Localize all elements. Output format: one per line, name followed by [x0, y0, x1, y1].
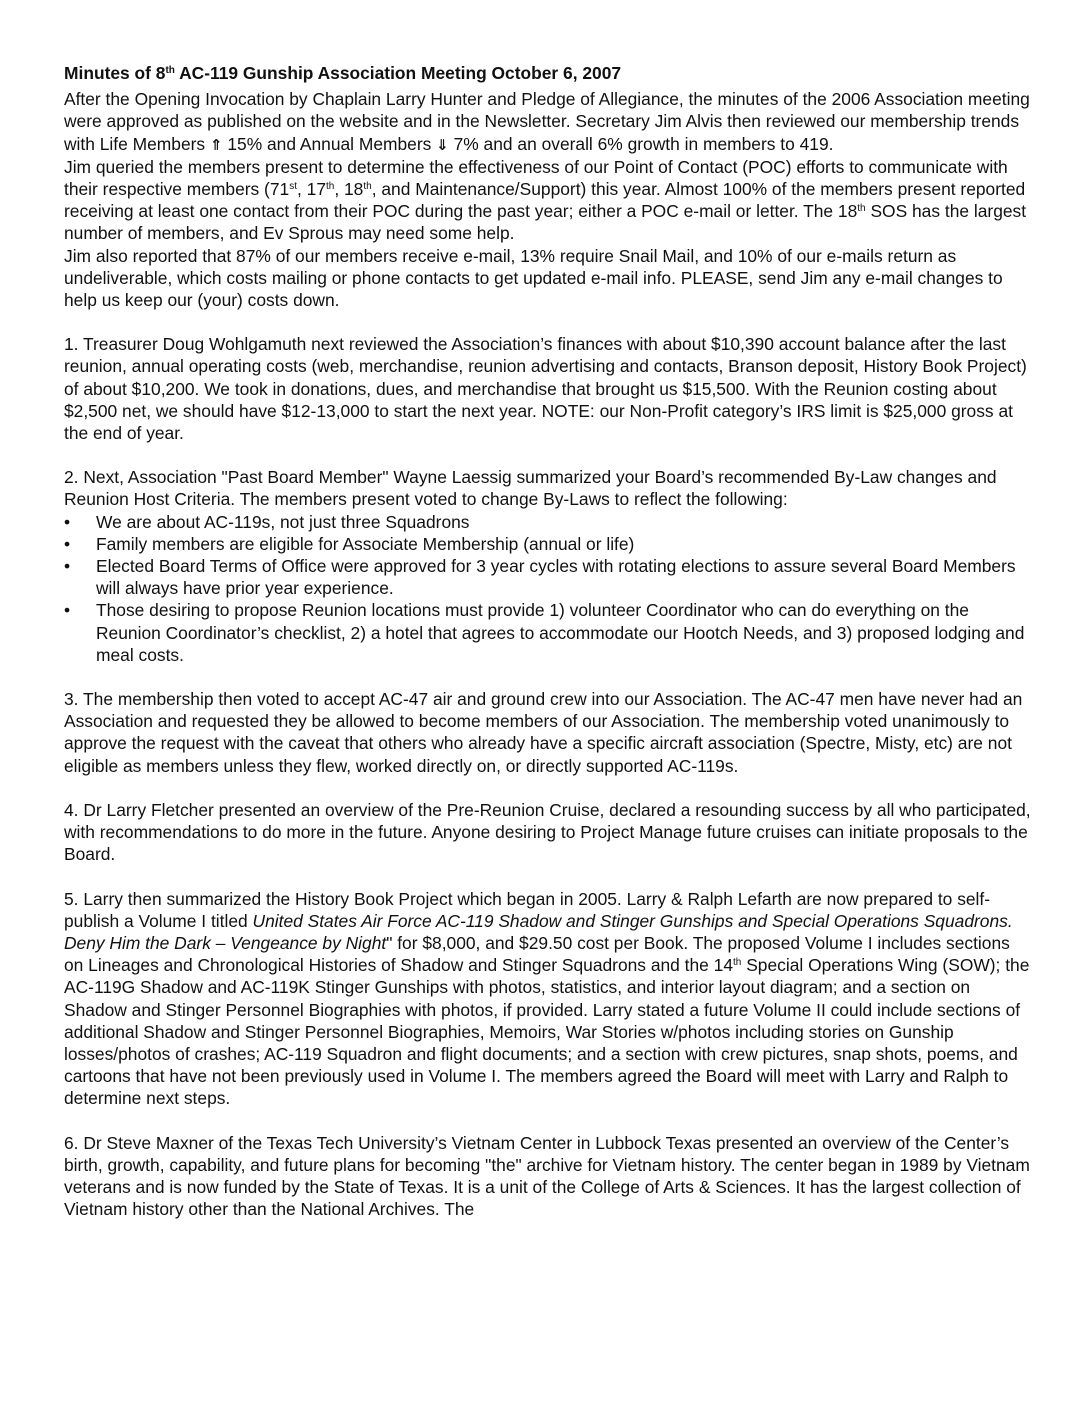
poc-sup-3: th	[363, 181, 372, 193]
item5-text-2: " for $8,000, and $29.50 cost per Book. The proposed Volume I includes sections on Lineages and Chronological Histories of Shadow and Stinger Squadrons and the 14	[64, 932, 1010, 976]
document-title	[64, 62, 1032, 84]
bylaw-list	[64, 511, 1032, 666]
item-1-treasurer: 1. Treasurer Doug Wohlgamuth next reviewed the Association’s finances with about $10,390 account balance after the last reunion, annual operating costs (web, merchandise, reunion advertising and contacts, Branson deposit, History Book Project) of about $10,200. We took in donations, dues, and merchandise that brought us $15,500. With the Reunion costing about $2,500 net, we should have $12-13,000 to start the next year. NOTE: our Non-Profit category’s IRS limit is $25,000 gross at the end of year.	[64, 334, 1027, 444]
poc-sup-2: th	[326, 181, 335, 193]
spacer	[64, 444, 1032, 466]
poc-text-5: SOS has the largest number of members, and Ev Sprous may need some help.	[64, 201, 1027, 244]
intro-text-3: 7% and an overall 6% growth in members to 419.	[448, 133, 834, 154]
spacer	[64, 311, 1032, 333]
intro-paragraph	[64, 88, 1032, 156]
document-page	[64, 62, 1032, 1220]
poc-text-1: Jim queried the members present to determine the effectiveness of our Point of Contact (POC) efforts to communicate with their respective members (71	[64, 156, 1008, 200]
up-arrow-icon: ⇑	[209, 135, 223, 154]
spacer	[64, 1110, 1032, 1132]
bylaw-bullet: • Family members are eligible for Associate Membership (annual or life)	[64, 533, 1032, 555]
poc-text-4: , and Maintenance/Support) this year. Almost 100% of the members present reported receiving at least one contact from their POC during the past year; either a POC e-mail or letter. The 18	[64, 179, 1026, 222]
item-3-ac47: 3. The membership then voted to accept AC-47 air and ground crew into our Association. The AC-47 men have never had an Association and requested they be allowed to become members of our Association. The membership voted unanimously to approve the request with the caveat that others who already have a specific aircraft association (Spectre, Misty, etc) are not eligible as members unless they flew, worked directly on, or directly supported AC-119s.	[64, 689, 1023, 776]
title-text: Minutes of 8	[64, 63, 166, 83]
intro-text-2: 15% and Annual Members	[222, 133, 437, 154]
item-6-vietnam-center: 6. Dr Steve Maxner of the Texas Tech University’s Vietnam Center in Lubbock Texas presented an overview of the Center’s birth, growth, capability, and future plans for becoming "the" archive for Vietnam history. The center began in 1989 by Vietnam veterans and is now funded by the State of Texas. It is a unit of the College of Arts & Sciences. It has the largest collection of Vietnam history other than the National Archives. The	[64, 1132, 1030, 1220]
poc-paragraph	[64, 156, 1032, 245]
poc-text-3: , 18	[334, 179, 364, 200]
item5-sup: th	[733, 957, 742, 969]
item5-text-1: 5. Larry then summarized the History Book Project which began in 2005. Larry & Ralph Lefarth are now prepared to self-publish a Volume I titled	[64, 888, 991, 931]
down-arrow-icon: ⇓	[436, 135, 449, 154]
item-4-cruise: 4. Dr Larry Fletcher presented an overview of the Pre-Reunion Cruise, declared a resounding success by all who participated, with recommendations to do more in the future. Anyone desiring to Project Manage future cruises can initiate proposals to the Board.	[64, 799, 1031, 865]
spacer	[64, 666, 1032, 688]
bylaw-bullet: • Those desiring to propose Reunion locations must provide 1) volunteer Coordinator who can do everything on the Reunion Coordinator’s checklist, 2) a hotel that agrees to accommodate our Hootch Needs, and 3) proposed lodging and meal costs.	[64, 599, 1032, 666]
bylaw-bullet: • We are about AC-119s, not just three Squadrons	[64, 511, 1032, 533]
email-paragraph: Jim also reported that 87% of our members receive e-mail, 13% require Snail Mail, and 10% of our e-mails return as undeliverable, which costs mailing or phone contacts to get updated e-mail info. PLEASE, send Jim any e-mail changes to help us keep our (your) costs down.	[64, 245, 1003, 311]
title-text-rest: AC-119 Gunship Association Meeting October 6, 2007	[174, 63, 622, 83]
spacer	[64, 866, 1032, 888]
item5-text-3: Special Operations Wing (SOW); the AC-119G Shadow and AC-119K Stinger Gunships with photos, statistics, and interior layout diagram; and a section on Shadow and Stinger Personnel Biographies with photos, if provided. Larry stated a future Volume II could include sections of additional Shadow and Stinger Personnel Biographies, Memoirs, War Stories w/photos including stories on Gunship losses/photos of crashes; AC-119 Squadron and flight documents; and a section with crew pictures, snap shots, poems, and cartoons that have not been previously used in Volume I. The members agreed the Board will meet with Larry and Ralph to determine next steps.	[64, 955, 1030, 1109]
title-superscript: th	[165, 65, 175, 76]
item-2-bylaws: 2. Next, Association "Past Board Member" Wayne Laessig summarized your Board’s recommended By-Law changes and Reunion Host Criteria. The members present voted to change By-Laws to reflect the following:	[64, 467, 997, 510]
book-title: United States Air Force AC-119 Shadow and Stinger Gunships and Special Operations Squadrons. Deny Him the Dark – Vengeance by Night	[64, 910, 1013, 953]
spacer	[64, 777, 1032, 799]
poc-sup-4: th	[857, 203, 866, 215]
poc-text-2: , 17	[296, 179, 326, 200]
poc-sup-1: st	[289, 181, 297, 193]
intro-text-1: After the Opening Invocation by Chaplain Larry Hunter and Pledge of Allegiance, the minutes of the 2006 Association meeting were approved as published on the website and in the Newsletter. Secretary Jim Alvis then reviewed our membership trends with Life Members	[64, 89, 1030, 154]
bylaw-bullet: • Elected Board Terms of Office were approved for 3 year cycles with rotating elections to assure several Board Members will always have prior year experience.	[64, 555, 1032, 599]
item-5-history-book	[64, 888, 1032, 1110]
